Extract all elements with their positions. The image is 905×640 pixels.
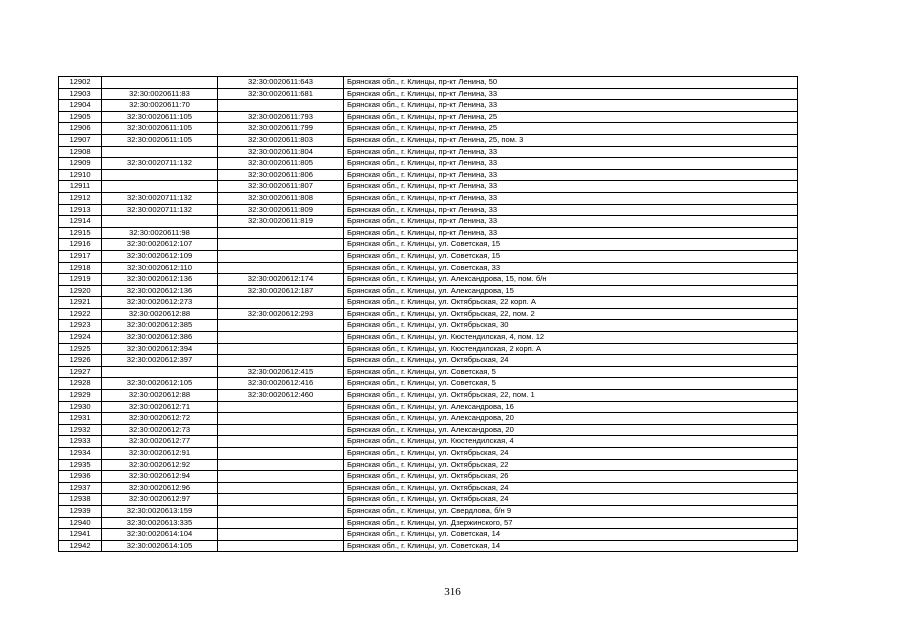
object-cadastral-number-cell — [218, 540, 344, 552]
parcel-cadastral-number-cell: 32:30:0020612:109 — [102, 250, 218, 262]
parcel-cadastral-number-cell: 32:30:0020611:83 — [102, 88, 218, 100]
address-cell: Брянская обл., г. Клинцы, ул. Александрова, 20 — [344, 413, 798, 425]
table-row — [59, 227, 798, 239]
parcel-cadastral-number-cell: 32:30:0020612:92 — [102, 459, 218, 471]
parcel-cadastral-number-cell: 32:30:0020612:91 — [102, 448, 218, 460]
table-row — [59, 88, 798, 100]
row-number-cell: 12919 — [59, 274, 102, 286]
object-cadastral-number-cell: 32:30:0020611:643 — [218, 77, 344, 89]
row-number-cell: 12903 — [59, 88, 102, 100]
row-number-cell: 12939 — [59, 505, 102, 517]
parcel-cadastral-number-cell: 32:30:0020611:105 — [102, 123, 218, 135]
table-row — [59, 274, 798, 286]
parcel-cadastral-number-cell — [102, 146, 218, 158]
table-row — [59, 378, 798, 390]
object-cadastral-number-cell: 32:30:0020612:187 — [218, 285, 344, 297]
object-cadastral-number-cell: 32:30:0020611:799 — [218, 123, 344, 135]
parcel-cadastral-number-cell: 32:30:0020614:105 — [102, 540, 218, 552]
table-row — [59, 401, 798, 413]
parcel-cadastral-number-cell: 32:30:0020611:98 — [102, 227, 218, 239]
row-number-cell: 12928 — [59, 378, 102, 390]
table-row — [59, 482, 798, 494]
parcel-cadastral-number-cell: 32:30:0020612:88 — [102, 390, 218, 402]
parcel-cadastral-number-cell — [102, 216, 218, 228]
object-cadastral-number-cell — [218, 401, 344, 413]
row-number-cell: 12933 — [59, 436, 102, 448]
parcel-cadastral-number-cell: 32:30:0020613:335 — [102, 517, 218, 529]
address-cell: Брянская обл., г. Клинцы, пр-кт Ленина, 33 — [344, 227, 798, 239]
address-cell: Брянская обл., г. Клинцы, ул. Александрова, 20 — [344, 424, 798, 436]
object-cadastral-number-cell: 32:30:0020611:804 — [218, 146, 344, 158]
address-cell: Брянская обл., г. Клинцы, ул. Октябрьская, 24 — [344, 355, 798, 367]
address-cell: Брянская обл., г. Клинцы, ул. Советская, 33 — [344, 262, 798, 274]
row-number-cell: 12935 — [59, 459, 102, 471]
parcel-cadastral-number-cell: 32:30:0020612:88 — [102, 308, 218, 320]
table-row — [59, 529, 798, 541]
address-cell: Брянская обл., г. Клинцы, ул. Советская, 15 — [344, 250, 798, 262]
row-number-cell: 12911 — [59, 181, 102, 193]
address-cell: Брянская обл., г. Клинцы, ул. Октябрьская, 24 — [344, 482, 798, 494]
address-cell: Брянская обл., г. Клинцы, пр-кт Ленина, 33 — [344, 88, 798, 100]
address-cell: Брянская обл., г. Клинцы, пр-кт Ленина, 33 — [344, 100, 798, 112]
table-row — [59, 216, 798, 228]
address-cell: Брянская обл., г. Клинцы, пр-кт Ленина, 33 — [344, 181, 798, 193]
row-number-cell: 12936 — [59, 471, 102, 483]
parcel-cadastral-number-cell: 32:30:0020612:73 — [102, 424, 218, 436]
table-row — [59, 146, 798, 158]
address-cell: Брянская обл., г. Клинцы, ул. Октябрьская, 22, пом. 2 — [344, 308, 798, 320]
row-number-cell: 12934 — [59, 448, 102, 460]
page-number: 316 — [444, 586, 461, 598]
table-row — [59, 285, 798, 297]
object-cadastral-number-cell: 32:30:0020611:681 — [218, 88, 344, 100]
table-row — [59, 390, 798, 402]
row-number-cell: 12920 — [59, 285, 102, 297]
parcel-cadastral-number-cell: 32:30:0020614:104 — [102, 529, 218, 541]
parcel-cadastral-number-cell — [102, 181, 218, 193]
row-number-cell: 12915 — [59, 227, 102, 239]
table-row — [59, 320, 798, 332]
row-number-cell: 12912 — [59, 192, 102, 204]
registry-table — [58, 76, 798, 552]
parcel-cadastral-number-cell — [102, 366, 218, 378]
parcel-cadastral-number-cell: 32:30:0020612:273 — [102, 297, 218, 309]
table-row — [59, 471, 798, 483]
address-cell: Брянская обл., г. Клинцы, ул. Дзержинского, 57 — [344, 517, 798, 529]
parcel-cadastral-number-cell: 32:30:0020711:132 — [102, 158, 218, 170]
parcel-cadastral-number-cell: 32:30:0020612:105 — [102, 378, 218, 390]
table-row — [59, 192, 798, 204]
parcel-cadastral-number-cell: 32:30:0020612:394 — [102, 343, 218, 355]
row-number-cell: 12917 — [59, 250, 102, 262]
address-cell: Брянская обл., г. Клинцы, ул. Октябрьская, 30 — [344, 320, 798, 332]
row-number-cell: 12922 — [59, 308, 102, 320]
address-cell: Брянская обл., г. Клинцы, ул. Кюстендилская, 4 — [344, 436, 798, 448]
object-cadastral-number-cell — [218, 529, 344, 541]
row-number-cell: 12916 — [59, 239, 102, 251]
object-cadastral-number-cell: 32:30:0020612:293 — [218, 308, 344, 320]
address-cell: Брянская обл., г. Клинцы, ул. Октябрьская, 24 — [344, 448, 798, 460]
parcel-cadastral-number-cell: 32:30:0020711:132 — [102, 204, 218, 216]
object-cadastral-number-cell — [218, 448, 344, 460]
parcel-cadastral-number-cell: 32:30:0020612:136 — [102, 285, 218, 297]
address-cell: Брянская обл., г. Клинцы, ул. Александрова, 15 — [344, 285, 798, 297]
row-number-cell: 12930 — [59, 401, 102, 413]
address-cell: Брянская обл., г. Клинцы, пр-кт Ленина, 33 — [344, 192, 798, 204]
row-number-cell: 12932 — [59, 424, 102, 436]
row-number-cell: 12927 — [59, 366, 102, 378]
row-number-cell: 12910 — [59, 169, 102, 181]
object-cadastral-number-cell — [218, 517, 344, 529]
parcel-cadastral-number-cell: 32:30:0020612:96 — [102, 482, 218, 494]
row-number-cell: 12921 — [59, 297, 102, 309]
row-number-cell: 12913 — [59, 204, 102, 216]
object-cadastral-number-cell: 32:30:0020611:805 — [218, 158, 344, 170]
object-cadastral-number-cell: 32:30:0020611:808 — [218, 192, 344, 204]
object-cadastral-number-cell: 32:30:0020611:809 — [218, 204, 344, 216]
object-cadastral-number-cell — [218, 320, 344, 332]
address-cell: Брянская обл., г. Клинцы, ул. Октябрьская, 22 корп. А — [344, 297, 798, 309]
object-cadastral-number-cell — [218, 471, 344, 483]
address-cell: Брянская обл., г. Клинцы, пр-кт Ленина, 33 — [344, 169, 798, 181]
object-cadastral-number-cell: 32:30:0020611:806 — [218, 169, 344, 181]
table-row — [59, 343, 798, 355]
parcel-cadastral-number-cell: 32:30:0020612:397 — [102, 355, 218, 367]
object-cadastral-number-cell — [218, 436, 344, 448]
address-cell: Брянская обл., г. Клинцы, ул. Октябрьская, 22, пом. 1 — [344, 390, 798, 402]
table-row — [59, 448, 798, 460]
table-row — [59, 297, 798, 309]
table-row — [59, 436, 798, 448]
row-number-cell: 12908 — [59, 146, 102, 158]
table-row — [59, 204, 798, 216]
table-row — [59, 424, 798, 436]
table-row — [59, 181, 798, 193]
parcel-cadastral-number-cell: 32:30:0020611:105 — [102, 134, 218, 146]
address-cell: Брянская обл., г. Клинцы, пр-кт Ленина, 25, пом. 3 — [344, 134, 798, 146]
row-number-cell: 12914 — [59, 216, 102, 228]
parcel-cadastral-number-cell: 32:30:0020612:77 — [102, 436, 218, 448]
row-number-cell: 12905 — [59, 111, 102, 123]
address-cell: Брянская обл., г. Клинцы, ул. Октябрьская, 22 — [344, 459, 798, 471]
address-cell: Брянская обл., г. Клинцы, пр-кт Ленина, 25 — [344, 111, 798, 123]
parcel-cadastral-number-cell: 32:30:0020612:136 — [102, 274, 218, 286]
object-cadastral-number-cell — [218, 482, 344, 494]
object-cadastral-number-cell: 32:30:0020611:803 — [218, 134, 344, 146]
parcel-cadastral-number-cell: 32:30:0020711:132 — [102, 192, 218, 204]
address-cell: Брянская обл., г. Клинцы, ул. Октябрьская, 24 — [344, 494, 798, 506]
table-row — [59, 100, 798, 112]
row-number-cell: 12909 — [59, 158, 102, 170]
object-cadastral-number-cell: 32:30:0020612:415 — [218, 366, 344, 378]
table-row — [59, 239, 798, 251]
table-row — [59, 250, 798, 262]
object-cadastral-number-cell: 32:30:0020612:416 — [218, 378, 344, 390]
table-row — [59, 332, 798, 344]
parcel-cadastral-number-cell: 32:30:0020613:159 — [102, 505, 218, 517]
row-number-cell: 12918 — [59, 262, 102, 274]
address-cell: Брянская обл., г. Клинцы, ул. Советская, 14 — [344, 540, 798, 552]
object-cadastral-number-cell — [218, 297, 344, 309]
table-row — [59, 517, 798, 529]
row-number-cell: 12938 — [59, 494, 102, 506]
table-row — [59, 123, 798, 135]
address-cell: Брянская обл., г. Клинцы, ул. Советская, 5 — [344, 366, 798, 378]
object-cadastral-number-cell — [218, 262, 344, 274]
object-cadastral-number-cell: 32:30:0020611:819 — [218, 216, 344, 228]
object-cadastral-number-cell — [218, 413, 344, 425]
object-cadastral-number-cell — [218, 424, 344, 436]
table-row — [59, 169, 798, 181]
table-row — [59, 459, 798, 471]
object-cadastral-number-cell — [218, 355, 344, 367]
row-number-cell: 12937 — [59, 482, 102, 494]
address-cell: Брянская обл., г. Клинцы, пр-кт Ленина, 33 — [344, 146, 798, 158]
address-cell: Брянская обл., г. Клинцы, ул. Кюстендилская, 2 корп. А — [344, 343, 798, 355]
address-cell: Брянская обл., г. Клинцы, ул. Советская, 15 — [344, 239, 798, 251]
object-cadastral-number-cell: 32:30:0020612:460 — [218, 390, 344, 402]
parcel-cadastral-number-cell: 32:30:0020612:72 — [102, 413, 218, 425]
object-cadastral-number-cell — [218, 343, 344, 355]
table-row — [59, 134, 798, 146]
parcel-cadastral-number-cell: 32:30:0020611:70 — [102, 100, 218, 112]
table-row — [59, 540, 798, 552]
object-cadastral-number-cell — [218, 332, 344, 344]
address-cell: Брянская обл., г. Клинцы, пр-кт Ленина, 33 — [344, 158, 798, 170]
object-cadastral-number-cell — [218, 239, 344, 251]
row-number-cell: 12941 — [59, 529, 102, 541]
row-number-cell: 12940 — [59, 517, 102, 529]
address-cell: Брянская обл., г. Клинцы, ул. Свердлова, б/н 9 — [344, 505, 798, 517]
table-row — [59, 366, 798, 378]
parcel-cadastral-number-cell: 32:30:0020612:107 — [102, 239, 218, 251]
row-number-cell: 12929 — [59, 390, 102, 402]
object-cadastral-number-cell — [218, 494, 344, 506]
address-cell: Брянская обл., г. Клинцы, пр-кт Ленина, 33 — [344, 204, 798, 216]
row-number-cell: 12931 — [59, 413, 102, 425]
table-row — [59, 262, 798, 274]
address-cell: Брянская обл., г. Клинцы, ул. Советская, 14 — [344, 529, 798, 541]
row-number-cell: 12904 — [59, 100, 102, 112]
parcel-cadastral-number-cell: 32:30:0020612:94 — [102, 471, 218, 483]
object-cadastral-number-cell — [218, 227, 344, 239]
registry-table-body — [59, 77, 798, 552]
table-row — [59, 158, 798, 170]
object-cadastral-number-cell: 32:30:0020612:174 — [218, 274, 344, 286]
parcel-cadastral-number-cell: 32:30:0020612:386 — [102, 332, 218, 344]
address-cell: Брянская обл., г. Клинцы, ул. Кюстендилская, 4, пом. 12 — [344, 332, 798, 344]
address-cell: Брянская обл., г. Клинцы, ул. Советская, 5 — [344, 378, 798, 390]
parcel-cadastral-number-cell: 32:30:0020612:385 — [102, 320, 218, 332]
address-cell: Брянская обл., г. Клинцы, пр-кт Ленина, 50 — [344, 77, 798, 89]
table-row — [59, 308, 798, 320]
object-cadastral-number-cell — [218, 100, 344, 112]
parcel-cadastral-number-cell: 32:30:0020612:110 — [102, 262, 218, 274]
row-number-cell: 12923 — [59, 320, 102, 332]
table-row — [59, 413, 798, 425]
address-cell: Брянская обл., г. Клинцы, пр-кт Ленина, 25 — [344, 123, 798, 135]
table-row — [59, 505, 798, 517]
table-row — [59, 111, 798, 123]
parcel-cadastral-number-cell — [102, 77, 218, 89]
table-row — [59, 77, 798, 89]
address-cell: Брянская обл., г. Клинцы, пр-кт Ленина, 33 — [344, 216, 798, 228]
row-number-cell: 12906 — [59, 123, 102, 135]
object-cadastral-number-cell — [218, 459, 344, 471]
object-cadastral-number-cell — [218, 250, 344, 262]
row-number-cell: 12925 — [59, 343, 102, 355]
address-cell: Брянская обл., г. Клинцы, ул. Александрова, 15, пом. б/н — [344, 274, 798, 286]
row-number-cell: 12924 — [59, 332, 102, 344]
row-number-cell: 12942 — [59, 540, 102, 552]
row-number-cell: 12902 — [59, 77, 102, 89]
table-row — [59, 494, 798, 506]
object-cadastral-number-cell: 32:30:0020611:807 — [218, 181, 344, 193]
address-cell: Брянская обл., г. Клинцы, ул. Александрова, 16 — [344, 401, 798, 413]
row-number-cell: 12926 — [59, 355, 102, 367]
parcel-cadastral-number-cell: 32:30:0020611:105 — [102, 111, 218, 123]
object-cadastral-number-cell — [218, 505, 344, 517]
row-number-cell: 12907 — [59, 134, 102, 146]
table-row — [59, 355, 798, 367]
parcel-cadastral-number-cell: 32:30:0020612:71 — [102, 401, 218, 413]
object-cadastral-number-cell: 32:30:0020611:793 — [218, 111, 344, 123]
parcel-cadastral-number-cell: 32:30:0020612:97 — [102, 494, 218, 506]
address-cell: Брянская обл., г. Клинцы, ул. Октябрьская, 26 — [344, 471, 798, 483]
parcel-cadastral-number-cell — [102, 169, 218, 181]
